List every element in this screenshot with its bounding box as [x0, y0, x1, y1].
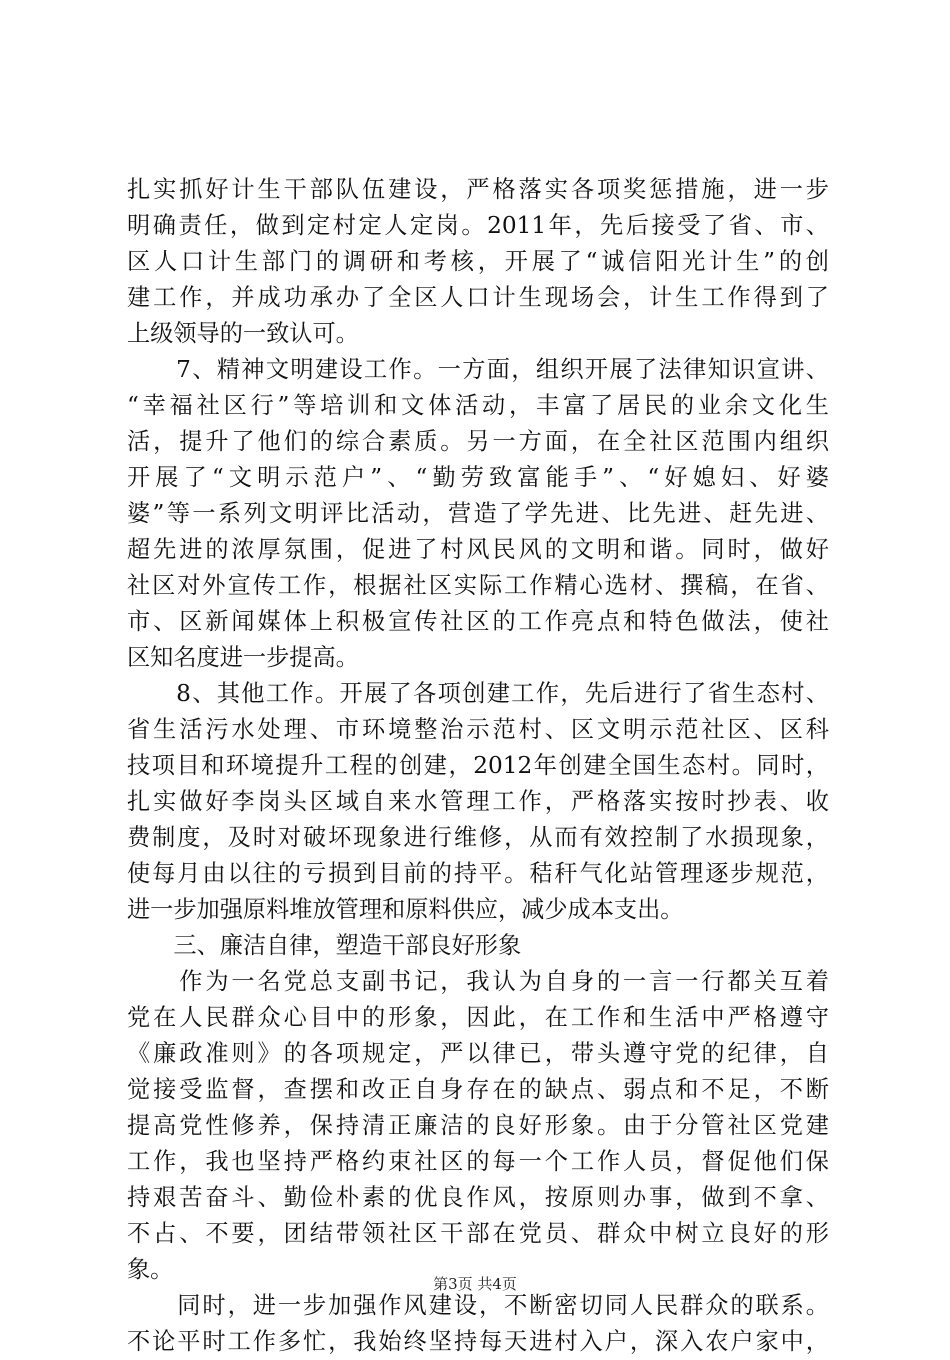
text-line: 不论平时工作多忙，我始终坚持每天进村入户，深入农户家中， [127, 1328, 829, 1355]
text-line: 开展了“文明示范户”、“勤劳致富能手”、“好媳妇、好婆 [127, 464, 829, 491]
text-line: 上级领导的一致认可。 [127, 320, 359, 347]
text-line: 费制度，及时对破坏现象进行维修，从而有效控制了水损现象， [127, 824, 829, 851]
text-line: 《廉政准则》的各项规定，严以律已，带头遵守党的纪律，自 [127, 1040, 829, 1067]
text-line: 作为一名党总支副书记，我认为自身的一言一行都关互着 [127, 968, 829, 995]
text-line: 象。 [127, 1256, 174, 1283]
text-line: 省生活污水处理、市环境整治示范村、区文明示范社区、区科 [127, 716, 829, 743]
text-line: 不占、不要，团结带领社区干部在党员、群众中树立良好的形 [127, 1220, 829, 1247]
text-line: 8、其他工作。开展了各项创建工作，先后进行了省生态村、 [127, 680, 829, 707]
text-line: 持艰苦奋斗、勤俭朴素的优良作风，按原则办事，做到不拿、 [127, 1184, 829, 1211]
text-line: 区人口计生部门的调研和考核，开展了“诚信阳光计生”的创 [127, 248, 829, 275]
text-line: 扎实做好李岗头区域自来水管理工作，严格落实按时抄表、收 [127, 788, 829, 815]
text-line: 超先进的浓厚氛围，促进了村风民风的文明和谐。同时，做好 [127, 536, 829, 563]
text-line: 工作，我也坚持严格约束社区的每一个工作人员，督促他们保 [127, 1148, 829, 1175]
text-line: 提高党性修养，保持清正廉洁的良好形象。由于分管社区党建 [127, 1112, 829, 1139]
text-line: 市、区新闻媒体上积极宣传社区的工作亮点和特色做法，使社 [127, 608, 829, 635]
text-line: 技项目和环境提升工程的创建，2012年创建全国生态村。同时， [127, 752, 829, 779]
text-line: 党在人民群众心目中的形象，因此，在工作和生活中严格遵守 [127, 1004, 829, 1031]
text-line: 同时，进一步加强作风建设，不断密切同人民群众的联系。 [127, 1292, 829, 1319]
text-line: 7、精神文明建设工作。一方面，组织开展了法律知识宣讲、 [127, 356, 829, 383]
text-line: 进一步加强原料堆放管理和原料供应，减少成本支出。 [127, 896, 684, 923]
text-line: 三、廉洁自律，塑造干部良好形象 [127, 932, 522, 959]
page-footer: 第3页 共4页 [433, 1275, 517, 1293]
document-body [127, 172, 829, 1360]
text-line: “幸福社区行”等培训和文体活动，丰富了居民的业余文化生 [127, 392, 829, 419]
text-line: 建工作，并成功承办了全区人口计生现场会，计生工作得到了 [127, 284, 829, 311]
text-line: 活，提升了他们的综合素质。另一方面，在全社区范围内组织 [127, 428, 829, 455]
text-line: 使每月由以往的亏损到目前的持平。秸秆气化站管理逐步规范， [127, 860, 829, 887]
text-line: 婆”等一系列文明评比活动，营造了学先进、比先进、赶先进、 [127, 500, 829, 527]
text-line: 觉接受监督，查摆和改正自身存在的缺点、弱点和不足，不断 [127, 1076, 829, 1103]
text-line: 扎实抓好计生干部队伍建设，严格落实各项奖惩措施，进一步 [127, 176, 829, 203]
text-line: 社区对外宣传工作，根据社区实际工作精心选材、撰稿，在省、 [127, 572, 829, 599]
text-line: 明确责任，做到定村定人定岗。2011年，先后接受了省、市、 [127, 212, 829, 239]
text-line: 区知名度进一步提高。 [127, 644, 359, 671]
